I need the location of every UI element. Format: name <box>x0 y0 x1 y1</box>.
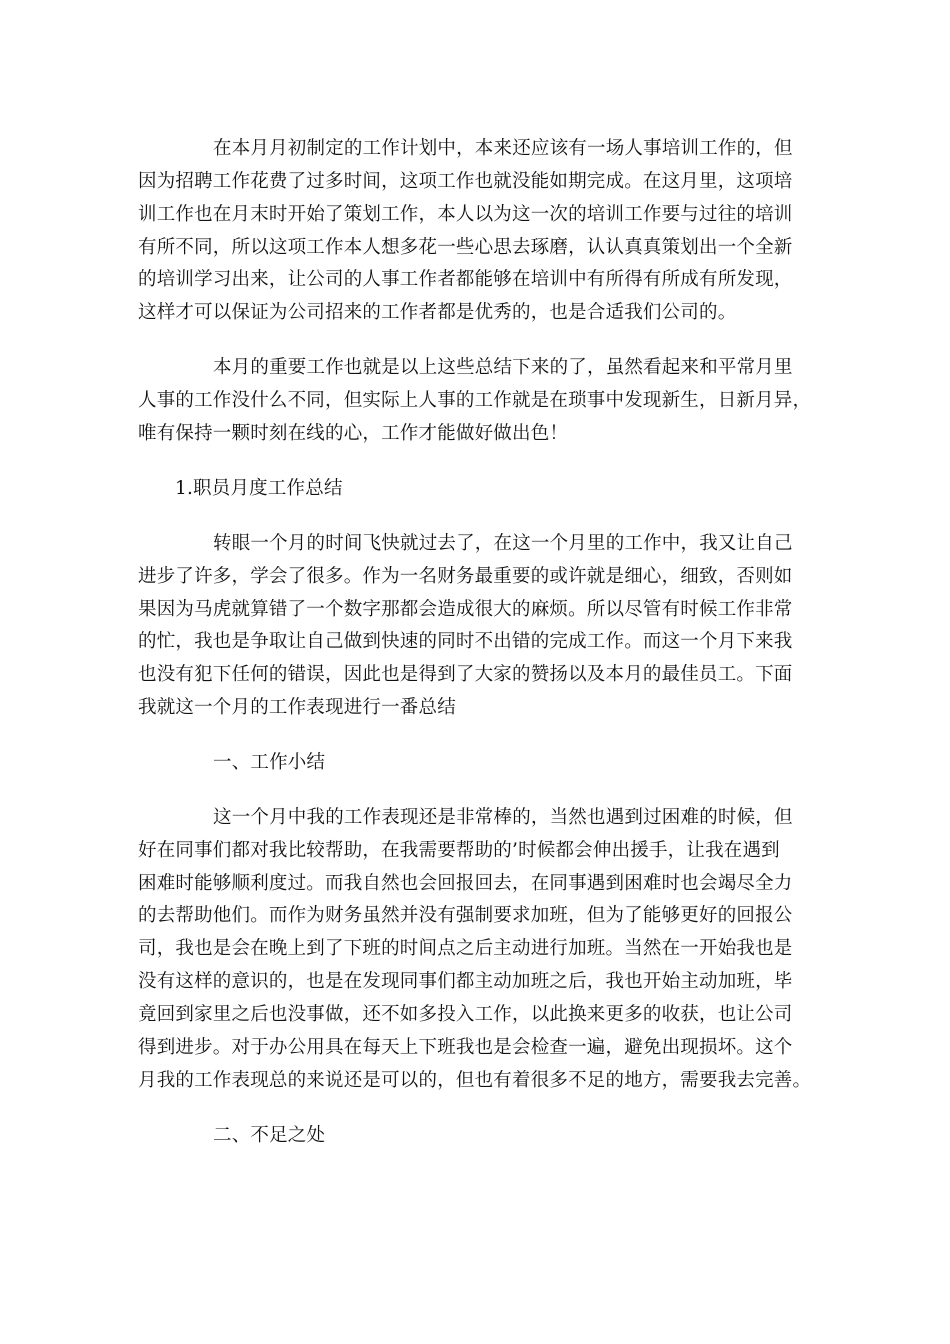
paragraph-1-line-2: 因为招聘工作花费了过多时间，这项工作也就没能如期完成。在这月里，这项培 <box>138 171 793 192</box>
paragraph-4-line-3: 困难时能够顺利度过。而我自然也会回报回去，在同事遇到困难时也会竭尽全力 <box>138 873 793 894</box>
paragraph-4-line-5: 司，我也是会在晚上到了下班的时间点之后主动进行加班。当然在一开始我也是 <box>138 938 793 959</box>
paragraph-4-line-2: 好在同事们都对我比较帮助，在我需要帮助的’时候都会伸出援手，让我在遇到 <box>138 840 780 861</box>
paragraph-3-line-4: 的忙，我也是争取让自己做到快速的同时不出错的完成工作。而这一个月下来我 <box>138 631 793 652</box>
paragraph-4-line-6: 没有这样的意识的，也是在发现同事们都主动加班之后，我也开始主动加班，毕 <box>138 971 793 992</box>
paragraph-3-line-1: 转眼一个月的时间飞快就过去了，在这一个月里的工作中，我又让自己 <box>213 533 793 554</box>
section-heading-work-summary: 一、工作小结 <box>213 752 326 773</box>
paragraph-4-line-4: 的去帮助他们。而作为财务虽然并没有强制要求加班，但为了能够更好的回报公 <box>138 905 793 926</box>
paragraph-3-line-3: 果因为马虎就算错了一个数字那都会造成很大的麻烦。所以尽管有时候工作非常 <box>138 599 793 620</box>
paragraph-1-line-5: 的培训学习出来，让公司的人事工作者都能够在培训中有所得有所成有所发现， <box>138 269 793 290</box>
paragraph-3-line-5: 也没有犯下任何的错误，因此也是得到了大家的赞扬以及本月的最佳员工。下面 <box>138 664 793 685</box>
paragraph-3-line-2: 进步了许多，学会了很多。作为一名财务最重要的或许就是细心，细致，否则如 <box>138 566 793 587</box>
paragraph-2-line-1: 本月的重要工作也就是以上这些总结下来的了，虽然看起来和平常月里 <box>213 357 793 378</box>
paragraph-1-line-6: 这样才可以保证为公司招来的工作者都是优秀的，也是合适我们公司的。 <box>138 302 737 323</box>
paragraph-1-line-1: 在本月月初制定的工作计划中，本来还应该有一场人事培训工作的，但 <box>213 138 793 159</box>
paragraph-2-line-2: 人事的工作没什么不同，但实际上人事的工作就是在琐事中发现新生，日新月异， <box>138 390 812 411</box>
section-heading-shortcomings: 二、不足之处 <box>213 1125 326 1146</box>
paragraph-2-line-3: 唯有保持一颗时刻在线的心，工作才能做好做出色！ <box>138 423 569 444</box>
paragraph-4-line-7: 竟回到家里之后也没事做，还不如多投入工作，以此换来更多的收获，也让公司 <box>138 1004 793 1025</box>
paragraph-4-line-8: 得到进步。对于办公用具在每天上下班我也是会检查一遍，避免出现损坏。这个 <box>138 1037 793 1058</box>
paragraph-1-line-4: 有所不同，所以这项工作本人想多花一些心思去琢磨，认认真真策划出一个全新 <box>138 237 793 258</box>
section-heading-staff-summary: 1.职员月度工作总结 <box>175 478 343 499</box>
paragraph-4-line-9: 月我的工作表现总的来说还是可以的，但也有着很多不足的地方，需要我去完善。 <box>138 1070 812 1091</box>
paragraph-4-line-1: 这一个月中我的工作表现还是非常棒的，当然也遇到过困难的时候，但 <box>213 807 793 828</box>
paragraph-3-line-6: 我就这一个月的工作表现进行一番总结 <box>138 697 456 718</box>
paragraph-1-line-3: 训工作也在月末时开始了策划工作，本人以为这一次的培训工作要与过往的培训 <box>138 204 793 225</box>
